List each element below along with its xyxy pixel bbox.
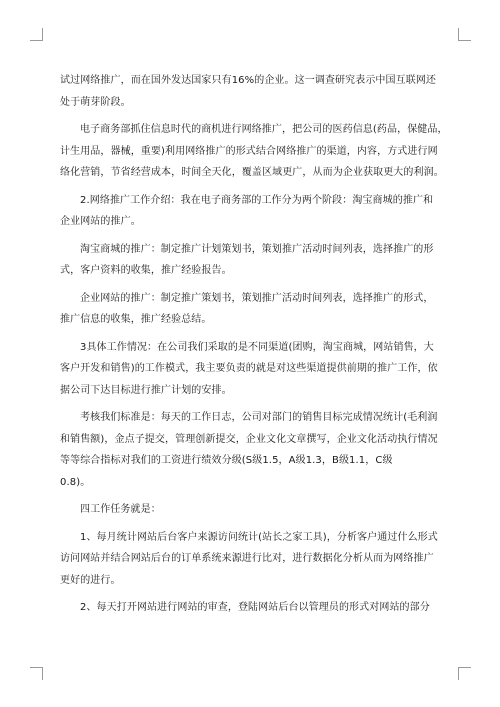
text-line: 电子商务部抓住信息时代的商机进行网络推广，把公司的医药信息(药品，保健品， <box>80 124 448 135</box>
text-line: 企业网站的推广。 <box>60 216 141 227</box>
text-line: 据公司下达目标进行推广计划的安排。 <box>60 384 232 396</box>
text-line: 更好的进行。 <box>60 574 121 586</box>
text-line: 试过网络推广，而在国外发达国家只有16%的企业。这一调查研究表示中国互联网还 <box>60 75 437 86</box>
paragraph <box>60 337 450 402</box>
paragraph <box>60 239 450 282</box>
text-line: 0.8)。 <box>60 476 91 488</box>
text-line: 1、每月统计网站后台客户来源访问统计(站长之家工具)，分析客户通过什么形式 <box>80 531 438 543</box>
text-line: 访问网站并结合网站后台的订单系统来源进行比对，进行数据化分析从而为网络推广 <box>60 553 434 564</box>
text-line: 考核我们标准是：每天的工作日志，公司对部门的销售目标完成情况统计(毛利润 <box>80 412 438 423</box>
crop-mark-top-right <box>458 28 471 41</box>
crop-mark-bottom-left <box>30 667 43 680</box>
text-line: 式，客户资料的收集，推广经验报告。 <box>60 265 232 276</box>
text-line: 2、每天打开网站进行网站的审查，登陆网站后台以管理员的形式对网站的部分 <box>80 602 430 613</box>
text-line: 计生用品，器械，重要)利用网络推广的形式结合网络推广的渠道，内容，方式进行网 <box>60 145 438 157</box>
paragraph <box>60 70 450 113</box>
document-body <box>60 70 450 625</box>
text-line: 和销售额)，金点子提交，管理创新提交，企业文化文章撰写，企业文化活动执行情况 <box>60 433 438 445</box>
text-line: 3具体工作情况：在公司我们采取的是不同渠道(团购，淘宝商城，网站销售，大 <box>80 341 434 353</box>
text-line: 淘宝商城的推广：制定推广计划策划书，策划推广活动时间列表，选择推广的形 <box>80 243 434 255</box>
text-line: 企业网站的推广：制定推广策划书，策划推广活动时间列表，选择推广的形式， <box>80 292 434 304</box>
text-line: 推广信息的收集，推广经验总结。 <box>60 314 212 325</box>
paragraph <box>60 527 450 592</box>
paragraph <box>60 288 450 331</box>
text-line: 处于萌芽阶段。 <box>60 96 131 108</box>
text-line: 四工作任务就是： <box>80 504 161 515</box>
paragraph <box>60 190 450 233</box>
crop-mark-top-left <box>30 28 43 41</box>
text-line: 络化营销，节省经营成本，时间全天化，覆盖区域更广，从而为企业获取更大的利润。 <box>60 167 444 178</box>
crop-mark-bottom-right <box>458 667 471 680</box>
paragraph <box>60 119 450 184</box>
paragraph <box>60 597 450 619</box>
text-line: 客户开发和销售)的工作模式，我主要负责的就是对这些渠道提供前期的推广工作，依 <box>60 363 438 374</box>
paragraph <box>60 407 450 493</box>
text-line: 2.网络推广工作介绍：我在电子商务部的工作分为两个阶段：淘宝商城的推广和 <box>80 194 434 206</box>
paragraph <box>60 499 450 521</box>
text-line: 等等综合指标对我们的工资进行绩效分级(S级1.5，A级1.3，B级1.1，C级 <box>60 455 393 466</box>
